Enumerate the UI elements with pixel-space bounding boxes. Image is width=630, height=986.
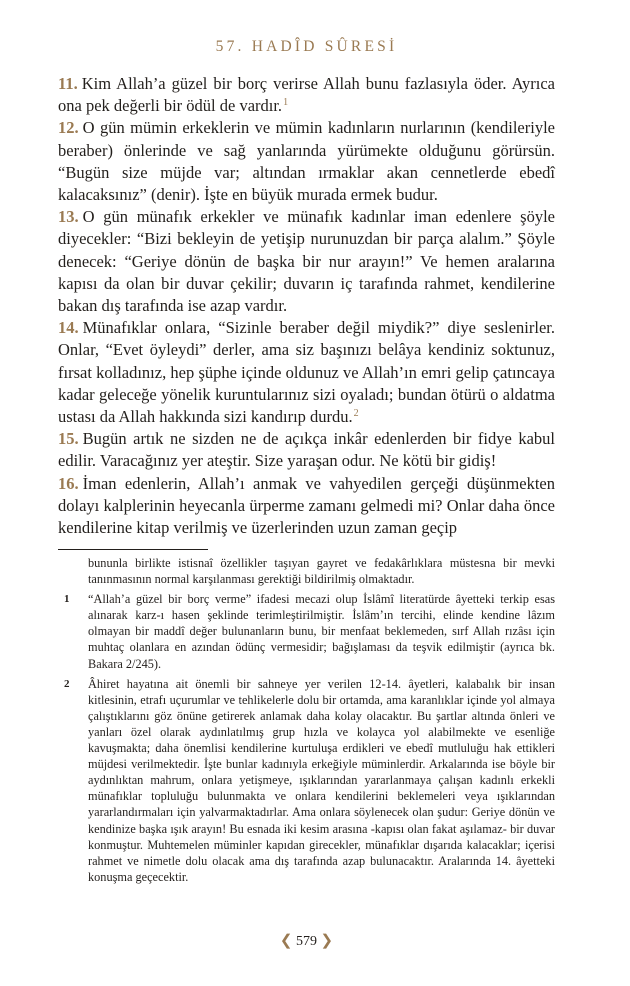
verse-text: Münafıklar onlara, “Sizinle beraber değil miydik?” diye seslenirler. Onlar, “Evet öyleydi” derler, ama siz başınızı belâya kendiniz soktunuz, fırsat kolladınız, hep şüphe içinde oldunuz ve Allah’ın emri gelip çatıncaya kadar geleceğe yönelik kuruntularınız sizi oyaladı; bundan ötürü o aldatma ustası da Allah hakkında sizi kandırıp durdu. — [58, 318, 555, 427]
right-ornament-icon: ❯ — [320, 933, 334, 949]
verse-text: Kim Allah’a güzel bir borç verirse Allah bunu fazlasıyla öder. Ayrıca ona pek değerli bir ödül de vardır. — [58, 74, 555, 116]
page-number-box — [58, 931, 555, 950]
running-head: 57. HADÎD SÛRESİ — [215, 38, 398, 55]
verse — [58, 206, 555, 317]
verse-number: 12. — [58, 118, 79, 138]
footnote-list — [58, 555, 555, 889]
footnote-text: Âhiret hayatına ait önemli bir sahneye yer verilen 12-14. âyetleri, kalabalık bir insan kitlesinin, etrafı uçurumlar ve tehlikelerle dolu bir ortamda, ama karanlıklar içinde yol almaya çalıştıklarını göz önüne getirerek anlamak daha kolay olacaktır. Bu şartlar altında önleri ve yanları özel olarak aydınlatılmış grup hızla ve kolayca yol alabilmekte ve esenliğe kavuşmakta; daha önemlisi kendilerine kurtuluşa erdikleri ve ebedî mutluluğu hak ettikleri müjdesi verilmektedir. İşte bunlar kadınıyla erkeğiyle müminlerdir. Arkalarında ise böyle bir aydınlıktan mahrum, onlara yetişmeye, ışıklarından yararlanmaya çalışan kadınlı erkekli münafıklar topluluğu bulunmakta ve onlara kendilerini beklemeleri veya ışıklarından yararlandırmaları için yalvarmaktadırlar. Ama onlara söylenecek olan şudur: Geriye dönün ve kendinize başka ışık arayın! Bu esnada iki kesim arasına -kapısı olan fakat aşılamaz- bir duvar konmuştur. Muhtemelen müminler kapıdan girecekler, münafıklar dışarıda kalacaklar; içerisi rahmet ve nimetle dolu olacak ama dış tarafında azap bulunacaktır. Aralarında 14. âyetteki konuşma geçecektir. — [88, 676, 555, 884]
footnote-separator — [58, 549, 208, 550]
verse-number: 16. — [58, 473, 79, 493]
verse-number: 13. — [58, 207, 79, 227]
book-page — [58, 0, 555, 986]
verse — [58, 428, 555, 472]
verse — [58, 473, 555, 540]
footnote-continuation — [58, 555, 555, 587]
footnote-marker: 1 — [64, 593, 70, 606]
footnote — [58, 591, 555, 671]
verse-text: İman edenlerin, Allah’ı anmak ve vahyedilen gerçeği düşünmekten dolayı kalplerinin heyecanla ürperme zamanı gelmedi mi? Onlar daha önce kendilerine kitap verilmiş ve üzerlerinden uzun zaman geçip — [58, 473, 555, 538]
verse — [58, 73, 555, 117]
verse — [58, 317, 555, 428]
verse-text: O gün mümin erkeklerin ve mümin kadınların nurlarının (kendileriyle beraber) önlerinde ve sağ yanlarında yürümekte olduğunu görürsün. “Bugün size müjde var; altından ırmaklar akan cennetlerde ebedî kalacaksınız” (denir). İşte en büyük murada ermek budur. — [58, 118, 555, 205]
footnote-text: “Allah’a güzel bir borç verme” ifadesi mecazi olup İslâmî literatürde âyetteki terkip esas alınarak karz-ı hasen şeklinde terimleştirilmiştir. İslâm’ın tercihi, elinde kendine lâzım olmayan bir maddî değer bulunanların bunu, bir menfaat beklemeden, sırf Allah rızâsı için muhtaç olanlara en azından ödünç vermesidir; bağışlaması da teşvik edilmiştir (ayrıca bk. Bakara 2/245). — [88, 592, 555, 671]
verse-number: 14. — [58, 318, 79, 338]
verse-number: 11. — [58, 74, 78, 93]
verse-list — [58, 73, 555, 539]
verse-text: Bugün artık ne sizden ne de açıkça inkâr edenlerden bir fidye kabul edilir. Varacağınız yer ateştir. Size yaraşan odur. Ne kötü bir gidiş! — [58, 429, 555, 471]
footnote-reference[interactable]: 2 — [353, 407, 359, 419]
verse-number: 15. — [58, 429, 79, 449]
footnote-reference[interactable]: 1 — [283, 96, 289, 108]
page-number: 579 — [296, 934, 317, 949]
footnote — [58, 676, 555, 885]
verse — [58, 117, 555, 206]
footnote-text: bununla birlikte istisnaî özellikler taşıyan gayret ve fedakârlıklara müstesna bir mevki tanınmasının normal karşılanması gerektiği bildirilmiş olmaktadır. — [88, 556, 555, 587]
verse-text: O gün münafık erkekler ve münafık kadınlar iman edenlere şöyle diyecekler: “Bizi bekleyin de yetişip nurunuzdan bir parça alalım.” Şöyle denecek: “Geriye dönün de başka bir nur arayın!” Ve hemen aralarına kapısı da olan bir duvar çekilir; duvarın iç tarafında rahmet, kendilerine bakan dış tarafında ise azap vardır. — [58, 207, 555, 316]
footnote-marker: 2 — [64, 677, 70, 690]
left-ornament-icon: ❮ — [279, 933, 293, 949]
